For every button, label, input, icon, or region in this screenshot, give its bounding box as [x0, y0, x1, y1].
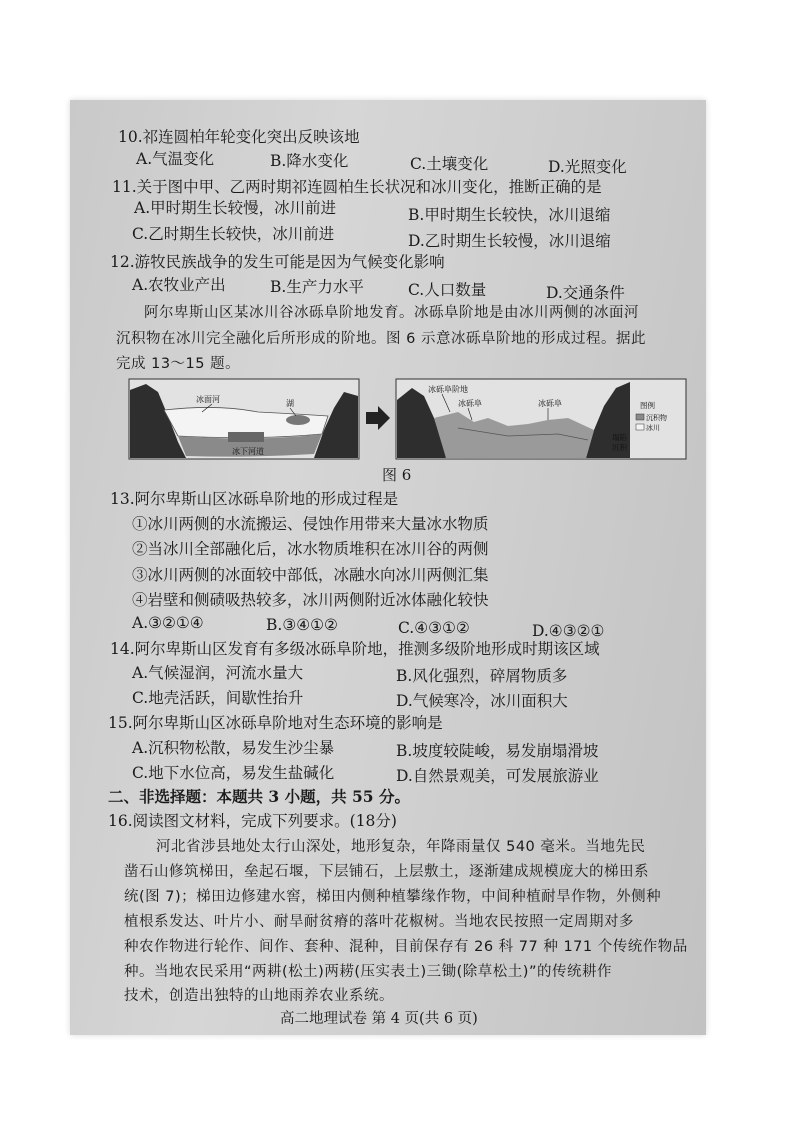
- q13-option-c: C.④③①②: [398, 619, 470, 637]
- q15-stem: 15.阿尔卑斯山区冰砾阜阶地对生态环境的影响是: [108, 714, 443, 732]
- q10-option-c: C.土壤变化: [410, 155, 489, 173]
- q15-option-a: A.沉积物松散，易发生沙尘暴: [132, 739, 335, 757]
- q13-item-1: ①冰川两侧的水流搬运、侵蚀作用带来大量冰水物质: [132, 515, 489, 533]
- figure-6-diagram: [128, 378, 688, 460]
- q16-passage-line-6: 种。当地农民采用“两耕(松土)两耢(压实表土)三锄(除草松土)”的传统耕作: [124, 964, 612, 980]
- q16-passage-line-2: 凿石山修筑梯田，垒起石堰，下层铺石，上层敷土，逐渐建成规模庞大的梯田系: [124, 864, 649, 880]
- q14-option-c: C.地壳活跃，间歇性抬升: [132, 689, 304, 707]
- q14-option-d: D.气候寒冷，冰川面积大: [396, 692, 568, 710]
- q16-stem: 16.阅读图文材料，完成下列要求。(18分): [108, 812, 397, 830]
- label-deposit: 沉积: [612, 443, 627, 452]
- q13-stem: 13.阿尔卑斯山区冰砾阜阶地的形成过程是: [110, 490, 399, 508]
- label-ice-surface-river: 冰面河: [196, 395, 220, 404]
- q11-option-b: B.甲时期生长较快，冰川退缩: [408, 206, 611, 224]
- passage1-line-1: 阿尔卑斯山区某冰川谷冰砾阜阶地发育。冰砾阜阶地是由冰川两侧的冰面河: [144, 305, 639, 321]
- q10-stem: 10.祁连圆柏年轮变化突出反映该地: [118, 128, 360, 146]
- label-subglacial-river: 冰下河道: [232, 447, 264, 456]
- q10-option-b: B.降水变化: [270, 152, 349, 170]
- exam-page: [70, 100, 706, 1035]
- q13-item-2: ②当冰川全部融化后，冰水物质堆积在冰川谷的两侧: [132, 540, 489, 558]
- legend-title: 图例: [640, 401, 655, 410]
- q16-passage-line-3: 统(图 7)；梯田边修建水窖，梯田内侧种植攀缘作物，中间种植耐旱作物，外侧种: [124, 889, 662, 905]
- legend-glacier-label: 冰川: [646, 424, 660, 432]
- legend-sediment-label: 沉积物: [646, 414, 667, 422]
- q11-stem: 11.关于图中甲、乙两时期祁连圆柏生长状况和冰川变化，推断正确的是: [112, 178, 602, 196]
- q11-option-a: A.甲时期生长较慢，冰川前进: [134, 199, 337, 217]
- q10-option-d: D.光照变化: [548, 158, 627, 176]
- q12-option-a: A.农牧业产出: [132, 276, 226, 294]
- q13-option-d: D.④③②①: [532, 622, 605, 640]
- q14-option-b: B.风化强烈，碎屑物质多: [396, 667, 568, 685]
- q13-item-4: ④岩壁和侧碛吸热较多，冰川两侧附近冰体融化较快: [132, 591, 489, 609]
- q16-passage-line-1: 河北省涉县地处太行山深处，地形复杂，年降雨量仅 540 毫米。当地先民: [156, 839, 646, 855]
- q11-option-c: C.乙时期生长较快，冰川前进: [132, 225, 335, 243]
- q13-option-a: A.③②①④: [132, 614, 204, 632]
- q15-option-c: C.地下水位高，易发生盐碱化: [132, 764, 335, 782]
- subglacial-channel: [228, 432, 264, 442]
- page-footer: 高二地理试卷 第 4 页(共 6 页): [280, 1011, 478, 1027]
- section-2-heading: 二、非选择题：本题共 3 小题，共 55 分。: [108, 787, 410, 806]
- process-arrow-icon: [366, 406, 390, 430]
- q11-option-d: D.乙时期生长较慢，冰川退缩: [408, 232, 611, 250]
- figure-6-caption: 图 6: [382, 466, 412, 484]
- q12-stem: 12.游牧民族战争的发生可能是因为气候变化影响: [110, 253, 445, 271]
- passage1-line-3: 完成 13～15 题。: [116, 356, 241, 372]
- q15-option-b: B.坡度较陡峻，易发崩塌滑坡: [396, 742, 599, 760]
- lake-shape: [286, 415, 310, 425]
- q16-passage-line-5: 种农作物进行轮作、间作、套种、混种，目前保存有 26 科 77 种 171 个传统作物品: [124, 939, 688, 955]
- q10-option-a: A.气温变化: [136, 150, 215, 168]
- label-collapse: 塌陷: [612, 433, 627, 442]
- legend-glacier-swatch: [636, 424, 644, 430]
- legend-sediment-swatch: [636, 414, 644, 420]
- label-kame-terrace: 冰砾阜阶地: [428, 385, 468, 394]
- q12-option-c: C.人口数量: [408, 281, 487, 299]
- q16-passage-line-7: 技术，创造出独特的山地雨养农业系统。: [124, 988, 394, 1004]
- q12-option-b: B.生产力水平: [270, 278, 364, 296]
- q12-option-d: D.交通条件: [546, 284, 625, 302]
- q13-option-b: B.③④①②: [266, 616, 338, 634]
- q14-stem: 14.阿尔卑斯山区发育有多级冰砾阜阶地，推测多级阶地形成时期该区域: [110, 640, 600, 658]
- passage1-line-2: 沉积物在冰川完全融化后所形成的阶地。图 6 示意冰砾阜阶地的形成过程。据此: [116, 331, 646, 347]
- label-kame-b: 冰砾阜: [538, 399, 562, 408]
- label-lake: 湖: [286, 399, 294, 408]
- q13-item-3: ③冰川两侧的冰面较中部低，冰融水向冰川两侧汇集: [132, 566, 489, 584]
- q15-option-d: D.自然景观美，可发展旅游业: [396, 767, 599, 785]
- q14-option-a: A.气候湿润，河流水量大: [132, 664, 304, 682]
- label-kame-a: 冰砾阜: [458, 399, 482, 408]
- q16-passage-line-4: 植根系发达、叶片小、耐旱耐贫瘠的落叶花椒树。当地农民按照一定周期对多: [124, 914, 634, 930]
